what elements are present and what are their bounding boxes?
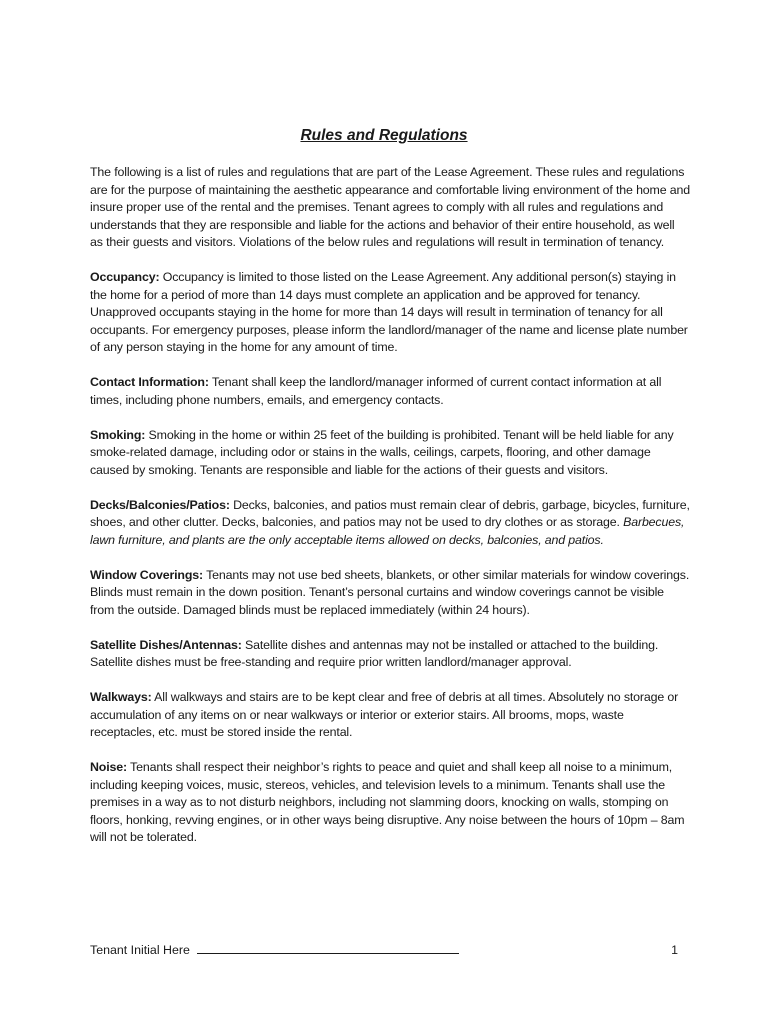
section-smoking [90,427,690,480]
page-title: Rules and Regulations [300,127,468,144]
intro-paragraph: The following is a list of rules and regulations that are part of the Lease Agreement. These rules and regulations are for the purpose of maintaining the aesthetic appearance and comfortable living environment of the home and insure proper use of the rental and the premises. Tenant agrees to comply with all rules and regulations and understands that they are responsible and liable for the actions and behavior of their entire household, as well as their guests and visitors. Violations of the below rules and regulations will result in termination of tenancy. [90,165,690,249]
tenant-initial-label: Tenant Initial Here [90,943,190,957]
section-text: Occupancy is limited to those listed on the Lease Agreement. Any additional person(s) staying in the home for a period of more than 14 days must complete an application and be approved for tenancy. Unapproved occupants staying in the home for more than 14 days will result in termination of tenancy for all occupants. For emergency purposes, please inform the landlord/manager of the name and license plate number of any person staying in the home for any amount of time. [90,270,688,354]
page-footer [90,942,678,957]
section-occupancy [90,269,690,357]
section-text: Tenants may not use bed sheets, blankets, or other similar materials for window coverings. Blinds must remain in the down position. Tenant’s personal curtains and window coverings cannot be visible from the outside. Damaged blinds must be replaced immediately (within 24 hours). [90,567,690,617]
section-label: Decks/Balconies/Patios: [90,497,230,512]
tenant-initial-field [90,942,459,957]
section-text: All walkways and stairs are to be kept clear and free of debris at all times. Absolutely no storage or accumulation of any items on or near walkways or interior or exterior stairs. All brooms, mops, waste receptacles, etc. must be stored inside the rental. [90,690,679,739]
section-walkways [90,689,690,742]
section-window-coverings [90,567,690,620]
section-label: Satellite Dishes/Antennas: [90,637,242,652]
section-satellite-dishes [90,637,690,672]
document-body [90,164,690,864]
tenant-initial-line[interactable] [197,942,459,954]
section-note: Barbecues, lawn furniture, and plants are the only acceptable items allowed on decks, balconies, and patios. [90,515,685,547]
section-label: Noise: [90,760,127,774]
section-text: Smoking in the home or within 25 feet of the building is prohibited. Tenant will be held liable for any smoke-related damage, including odor or stains in the walls, ceilings, carpets, flooring, and other damage caused by smoking. Tenants are responsible and liable for the actions of their guests and visitors. [90,427,674,477]
section-text: Tenant shall keep the landlord/manager informed of current contact information at all times, including phone numbers, emails, and emergency contacts. [90,375,662,407]
section-label: Walkways: [90,690,152,704]
section-label: Window Coverings: [90,567,203,582]
section-noise [90,759,690,847]
page-number: 1 [671,943,678,957]
section-text: Satellite dishes and antennas may not be installed or attached to the building. Satellite dishes must be free-standing and require prior written landlord/manager approval. [90,637,659,669]
section-label: Smoking: [90,427,146,442]
section-label: Contact Information: [90,375,209,389]
section-text: Tenants shall respect their neighbor’s rights to peace and quiet and shall keep all noise to a minimum, including keeping voices, music, stereos, vehicles, and television levels to a minimum. Tenants shall use the premises in a way as to not disturb neighbors, including not slamming doors, knocking on walls, stomping on floors, honking, revving engines, or in other ways being disruptive. Any noise between the hours of 10pm – 8am will not be tolerated. [90,760,685,844]
section-text: Decks, balconies, and patios must remain clear of debris, garbage, bicycles, furniture, shoes, and other clutter. Decks, balconies, and patios may not be used to dry clothes or as storage. [90,497,690,529]
section-contact-information [90,374,690,409]
section-label: Occupancy: [90,270,160,284]
section-decks [90,497,690,550]
